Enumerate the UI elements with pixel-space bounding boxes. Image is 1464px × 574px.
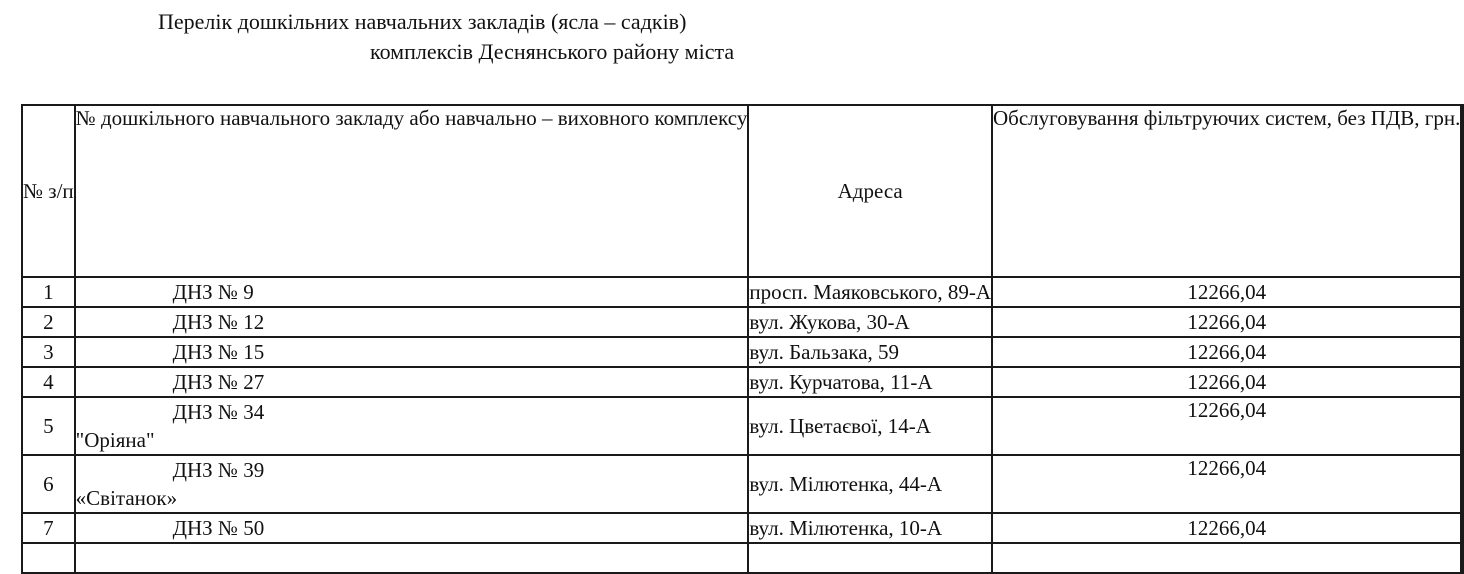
row-extra-cell [1461, 397, 1463, 455]
row-institution [75, 277, 749, 307]
title-line-2: комплексів Деснянського району міста [370, 39, 735, 64]
institution-subname: «Світанок» [75, 486, 178, 510]
row-institution [75, 543, 749, 573]
header-row [22, 105, 1463, 277]
row-address: просп. Маяковського, 89-А [748, 277, 992, 307]
row-number [22, 543, 75, 573]
row-extra-cell [1461, 543, 1463, 573]
kindergarten-table [21, 104, 1464, 574]
header-service-cost: Обслуговування фільтруючих систем, без ПДВ, грн. [992, 105, 1461, 277]
header-institution: № дошкільного навчального закладу або навчально – виховного комплексу [75, 105, 749, 277]
row-service-cost: 12266,04 [992, 513, 1461, 543]
document-title [0, 0, 814, 80]
institution-name: ДНЗ № 50 [172, 516, 265, 540]
table-row [22, 397, 1463, 455]
institution-name: ДНЗ № 39 [172, 458, 265, 482]
row-number: 4 [22, 367, 75, 397]
table-row [22, 277, 1463, 307]
row-number: 6 [22, 455, 75, 513]
row-service-cost [992, 543, 1461, 573]
row-institution [75, 455, 749, 513]
row-institution [75, 367, 749, 397]
row-extra-cell [1461, 277, 1463, 307]
table-row-cut-off [22, 543, 1463, 573]
row-institution [75, 307, 749, 337]
row-address: вул. Бальзака, 59 [748, 337, 992, 367]
row-service-cost: 12266,04 [992, 337, 1461, 367]
row-address: вул. Мілютенка, 44-А [748, 455, 992, 513]
row-number: 2 [22, 307, 75, 337]
row-address: вул. Цветаєвої, 14-А [748, 397, 992, 455]
row-service-cost: 12266,04 [992, 307, 1461, 337]
row-address: вул. Мілютенка, 10-А [748, 513, 992, 543]
row-number: 5 [22, 397, 75, 455]
row-service-cost: 12266,04 [992, 455, 1461, 513]
table-row [22, 455, 1463, 513]
institution-name: ДНЗ № 12 [172, 310, 265, 334]
institution-name: ДНЗ № 34 [172, 400, 265, 424]
row-service-cost: 12266,04 [992, 397, 1461, 455]
institution-name: ДНЗ № 27 [172, 370, 265, 394]
row-institution [75, 513, 749, 543]
row-extra-cell [1461, 455, 1463, 513]
header-number: № з/п [22, 105, 75, 277]
table-row [22, 307, 1463, 337]
row-institution [75, 397, 749, 455]
row-extra-cell [1461, 367, 1463, 397]
row-address: вул. Жукова, 30-А [748, 307, 992, 337]
row-number: 3 [22, 337, 75, 367]
row-number: 7 [22, 513, 75, 543]
row-service-cost: 12266,04 [992, 367, 1461, 397]
row-institution [75, 337, 749, 367]
header-address: Адреса [748, 105, 992, 277]
table-row [22, 337, 1463, 367]
row-number: 1 [22, 277, 75, 307]
row-extra-cell [1461, 513, 1463, 543]
institution-name: ДНЗ № 9 [172, 280, 254, 304]
header-extra-column [1461, 105, 1463, 277]
title-line-1: Перелік дошкільних навчальних закладів (ясла – садків) [158, 9, 687, 34]
institution-name: ДНЗ № 15 [172, 340, 265, 364]
row-address [748, 543, 992, 573]
row-extra-cell [1461, 337, 1463, 367]
row-extra-cell [1461, 307, 1463, 337]
row-address: вул. Курчатова, 11-А [748, 367, 992, 397]
table-row [22, 367, 1463, 397]
table-row [22, 513, 1463, 543]
institution-subname: "Оріяна" [75, 428, 155, 452]
row-service-cost: 12266,04 [992, 277, 1461, 307]
